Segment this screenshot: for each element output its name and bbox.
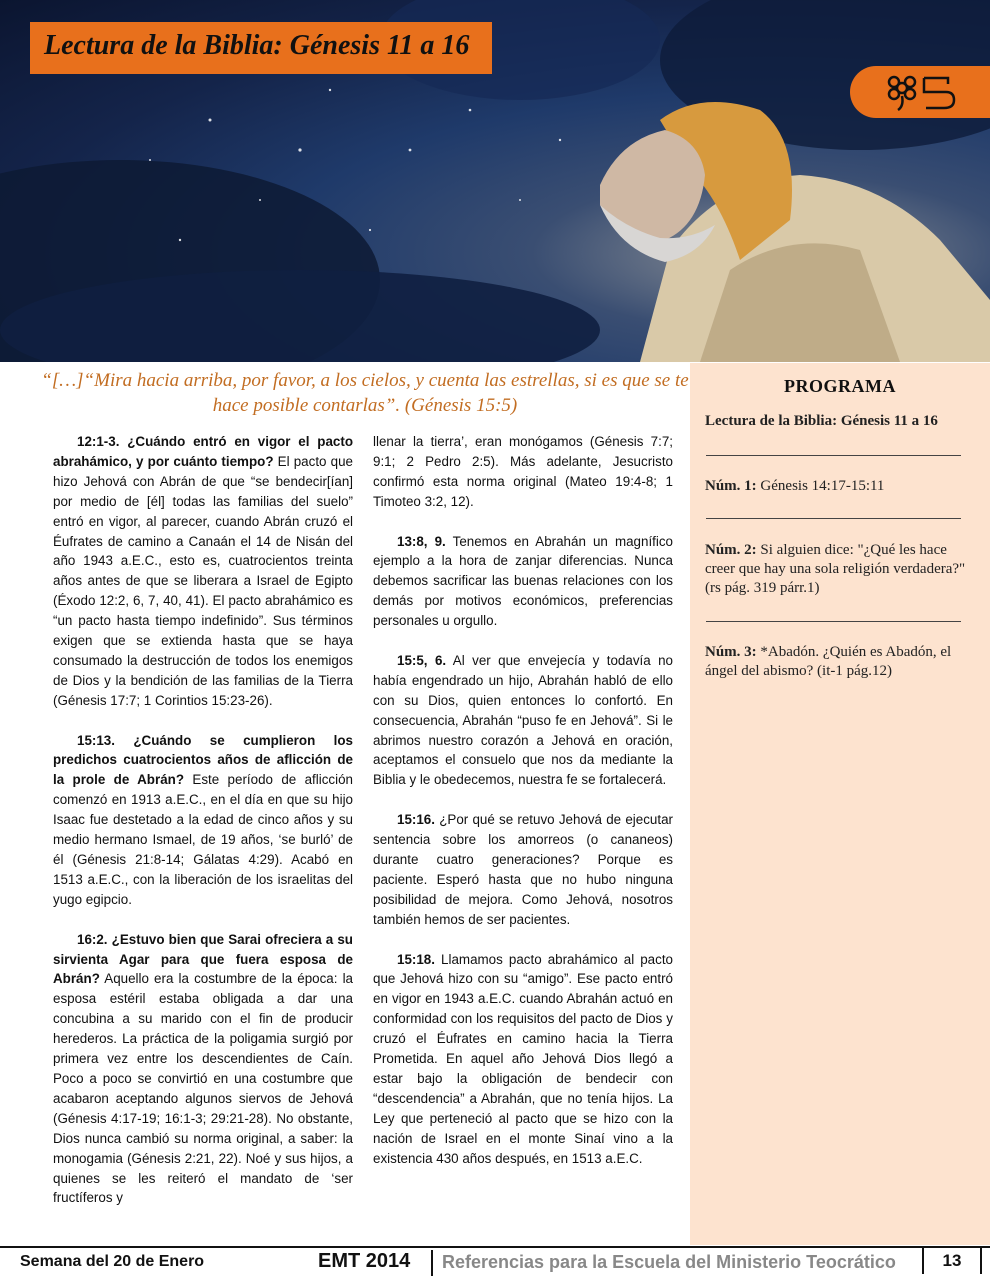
paragraph-text: ¿Por qué se retuvo Jehová de ejecutar sentencia sobre los amorreos (o cananeos) durante cuatro generaciones? Porque es paciente. Esperó hasta que no hubo ninguna posibilidad de mejora. Como Jehová, nosotros también hemos de ser pacientes. [373, 812, 673, 927]
paragraph-text: llenar la tierra’, eran monógamos (Génesis 7:7; 9:1; 2 Pedro 2:5). Más adelante, Jesucristo confirmó esta norma original (Mateo 19:4-8; 1 Timoteo 3:2, 12). [373, 434, 673, 509]
program-item-label: Núm. 2: [705, 542, 757, 558]
page-title: Lectura de la Biblia: Génesis 11 a 16 [44, 30, 470, 61]
study-paragraph [53, 731, 353, 910]
program-item [705, 477, 975, 496]
logo-tab [850, 66, 990, 118]
study-paragraph [373, 432, 673, 512]
program-item-label: Núm. 3: [705, 644, 757, 660]
study-paragraph [373, 532, 673, 632]
verse-reference: 12:1-3. [77, 434, 120, 449]
paragraph-text: Este período de aflicción comenzó en 1913 a.E.C., en el día en que su hijo Isaac fue destetado a la edad de cinco años y su medio hermano Ismael, de 19 años, ‘se burló’ de él (Génesis 21:8-14; Gálatas 4:29). Acabó en 1513 a.E.C., con la liberación de los israelitas del yugo egipcio. [53, 772, 353, 907]
divider [706, 518, 961, 519]
study-paragraph [373, 651, 673, 790]
program-title: PROGRAMA [784, 376, 896, 396]
divider [706, 621, 961, 622]
footer-reference: Referencias para la Escuela del Ministerio Teocrático [442, 1252, 896, 1272]
paragraph-text: El pacto que hizo Jehová con Abrán de que “se bendecir[ían] por medio de [él] todas las familias del suelo” entró en vigor, al parecer, cuando Abrán cruzó el Éufrates de camino a Canaán el 14 de Nisán del año 1943 a.E.C., esto es, cuatrocientos treinta años antes de que se liberara a Israel de Egipto (Éxodo 12:2, 6, 7, 40, 41). El pacto abrahámico es “un pacto hasta tiempo indefinido”. Sus términos exigen que se extienda hasta que se haya consumado la destrucción de todos los enemigos de Dios y la bendición de las familias de la Tierra (Génesis 17:7; 1 Corintios 15:23-26). [53, 453, 353, 708]
verse-reference: 15:18. [397, 951, 435, 967]
footer-divider [0, 1246, 990, 1248]
middle-column [373, 432, 673, 1188]
flower-logo-icon [850, 66, 990, 118]
verse-reference: 15:16. [397, 812, 435, 828]
program-item-label: Núm. 1: [705, 478, 757, 494]
study-paragraph [53, 930, 353, 1209]
divider [706, 455, 961, 456]
verse-reference: 15:5, 6. [397, 652, 447, 668]
paragraph-text: Tenemos en Abrahán un magnífico ejemplo a la hora de zanjar diferencias. Nunca debemos sacrificar las buenas relaciones con los demás por motivos económicos, preferencias personales u orgullo. [373, 533, 673, 629]
question-heading: ¿Cuándo se cumplieron los predichos cuatrocientos años de aflicción de la prole de Abrán? [53, 732, 353, 788]
program-item-text: *Abadón. ¿Quién es Abadón, el ángel del abismo? (it-1 pág.12) [705, 644, 952, 679]
verse-reference: 15:13. [77, 732, 115, 748]
program-item [705, 541, 975, 598]
program-item-text: Si alguien dice: "¿Qué les hace creer que hay una sola religión verdadera?" (rs pág. 319 párr.1) [705, 542, 966, 596]
question-heading: ¿Cuándo entró en vigor el pacto abrahámico, y por cuánto tiempo? [53, 434, 353, 469]
program-reading: Lectura de la Biblia: Génesis 11 a 16 [705, 413, 938, 429]
study-paragraph [373, 810, 673, 929]
left-column [53, 432, 353, 1228]
paragraph-text: Aquello era la costumbre de la época: la esposa estéril estaba obligada a dar una concubina a su marido con el fin de producir herederos. La práctica de la poligamia surgió por primera vez entre los descendientes de Caín. Poco a poco se convirtió en una costumbre que acabaron aceptando algunos siervos de Jehová (Génesis 4:17-19; 16:1-3; 29:21-28). No obstante, Dios nunca cambió su norma original, a saber: la monogamia (Génesis 2:21, 22). Noé y sus hijos, a quienes se les reiteró el mandato de ‘ser fructíferos y [53, 971, 354, 1206]
program-item [705, 643, 975, 681]
paragraph-text: Llamamos pacto abrahámico al pacto que Jehová hizo con su “amigo”. Ese pacto entró en vigor en 1943 a.E.C. cuando Abrahán actuó en conformidad con los requisitos del pacto de Dios y cruzó el Éufrates en camino hacia la Tierra Prometida. En aquel año Jehová Dios llegó a estar bajo la obligación de bendecir con “descendencia” a Abrahán, que no tenía hijos. La Ley que perteneció al pacto que se hizo con la nación de Israel en el monte Sinaí vino a la existencia 430 años después, en 1513 a.E.C. [373, 951, 673, 1166]
question-heading: ¿Estuvo bien que Sarai ofreciera a su sirvienta Agar para que fuera esposa de Abrán? [53, 931, 353, 987]
paragraph-text: Al ver que envejecía y todavía no había engendrado un hijo, Abrahán habló de ello con su Dios, quien entonces lo confortó. En consecuencia, Abrahán “puso fe en Jehová”. Si le abrimos nuestro corazón a Jehová en oración, aceptamos el consuelo que nos da mediante la Biblia y le obedecemos, nuestra fe se fortalecerá. [373, 652, 673, 788]
study-paragraph [53, 432, 353, 711]
study-paragraph [373, 950, 673, 1169]
footer-separator [431, 1250, 433, 1276]
footer-week: Semana del 20 de Enero [20, 1253, 205, 1270]
footer-emt: EMT 2014 [318, 1250, 411, 1272]
page-number: 13 [942, 1251, 962, 1270]
program-item-text: Génesis 14:17-15:11 [760, 478, 885, 494]
verse-reference: 13:8, 9. [397, 533, 446, 549]
verse-reference: 16:2. [77, 931, 108, 947]
scripture-quote: “[…]“Mira hacia arriba, por favor, a los cielos, y cuenta las estrellas, si es que se te hace posible contarlas”. (Génesis 15:5) [41, 370, 689, 416]
